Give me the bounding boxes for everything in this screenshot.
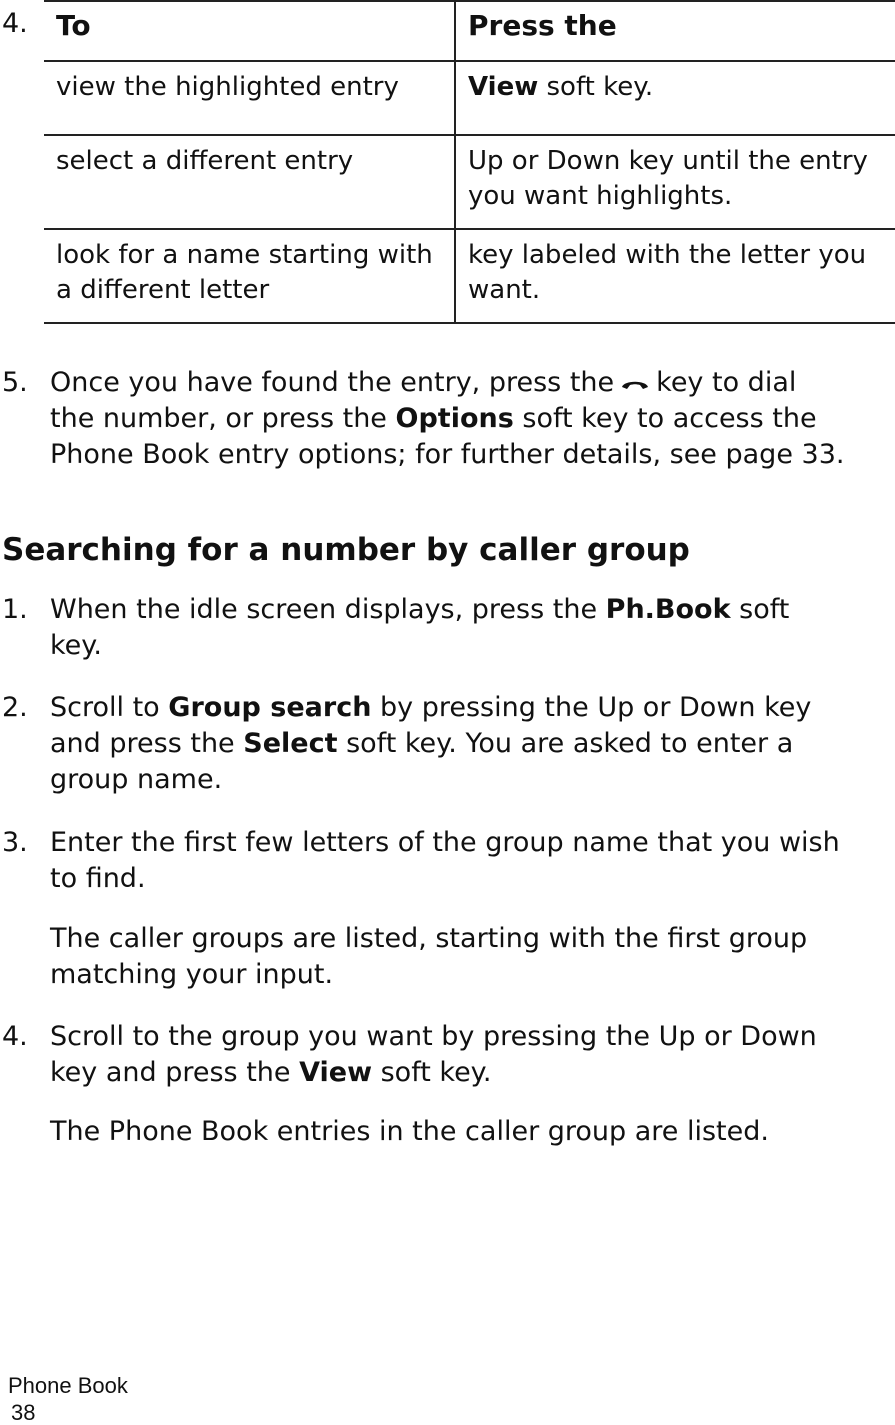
- step-text-part: key to dial: [656, 367, 797, 398]
- step-text: Phone Book entry options; for further details, see page 33.: [50, 439, 845, 470]
- table-row-divider: [44, 134, 895, 136]
- table-cell-to: look for a name starting with a different letter: [56, 240, 433, 305]
- table-header-to: To: [56, 9, 91, 42]
- step-text-part: soft key.: [372, 1057, 492, 1088]
- section-heading: Searching for a number by caller group: [2, 532, 690, 568]
- step-text: [50, 1055, 491, 1091]
- page-number: 38: [11, 1400, 36, 1425]
- step-text: Scroll to the group you want by pressing the Up or Down: [50, 1021, 817, 1052]
- footer-section-title: Phone Book: [8, 1373, 128, 1398]
- step-text-part: and press the: [50, 728, 244, 759]
- table-header-press: Press the: [468, 9, 617, 42]
- table-row-divider: [44, 228, 895, 230]
- step-text-part: When the idle screen displays, press the: [50, 594, 606, 625]
- key-name: View: [299, 1057, 373, 1088]
- step-number: 3.: [2, 827, 28, 858]
- step-text: to find.: [50, 863, 146, 894]
- table-cell-press: [468, 70, 893, 105]
- table-top-border: [44, 0, 895, 2]
- step-text-part: soft key. You are asked to enter a: [337, 728, 794, 759]
- step-text: [50, 726, 793, 762]
- step-note: The Phone Book entries in the caller group are listed.: [50, 1116, 769, 1147]
- table-cell-press: Up or Down key until the entry you want highlights.: [468, 146, 868, 211]
- table-header-divider: [44, 60, 895, 62]
- step-text-part: soft: [730, 594, 790, 625]
- key-name: Options: [395, 403, 514, 434]
- step-text-part: Once you have found the entry, press the: [50, 367, 615, 398]
- table-column-divider: [454, 0, 456, 324]
- key-name: View: [468, 72, 539, 102]
- step-text-part: key and press the: [50, 1057, 300, 1088]
- step-note: matching your input.: [50, 959, 334, 990]
- step-number: 4.: [2, 8, 28, 39]
- table-cell-press: key labeled with the letter you want.: [468, 240, 867, 305]
- step-text-part: Scroll to: [50, 692, 169, 723]
- step-text: [50, 690, 811, 726]
- step-number: 1.: [2, 594, 28, 625]
- step-text-part: the number, or press the: [50, 403, 396, 434]
- step-text-part: soft key to access the: [513, 403, 817, 434]
- send-key-icon: [620, 377, 650, 391]
- step-text: [50, 365, 796, 401]
- options-table: [44, 0, 895, 325]
- step-number: 4.: [2, 1021, 28, 1052]
- step-number: 2.: [2, 692, 28, 723]
- step-text: group name.: [50, 764, 223, 795]
- table-bottom-border: [44, 322, 895, 324]
- step-number: 5.: [2, 367, 28, 398]
- step-text: Enter the first few letters of the group name that you wish: [50, 827, 840, 858]
- step-text-part: by pressing the Up or Down key: [371, 692, 812, 723]
- step-text: [50, 592, 789, 628]
- step-text: [50, 401, 817, 437]
- table-cell-to: select a different entry: [56, 146, 354, 176]
- menu-name: Group search: [168, 692, 372, 723]
- table-cell-text: soft key.: [538, 72, 654, 102]
- step-text: key.: [50, 630, 102, 661]
- key-name: Ph.Book: [605, 594, 731, 625]
- table-cell-to: view the highlighted entry: [56, 72, 399, 102]
- key-name: Select: [243, 728, 338, 759]
- step-note: The caller groups are listed, starting with the first group: [50, 923, 808, 954]
